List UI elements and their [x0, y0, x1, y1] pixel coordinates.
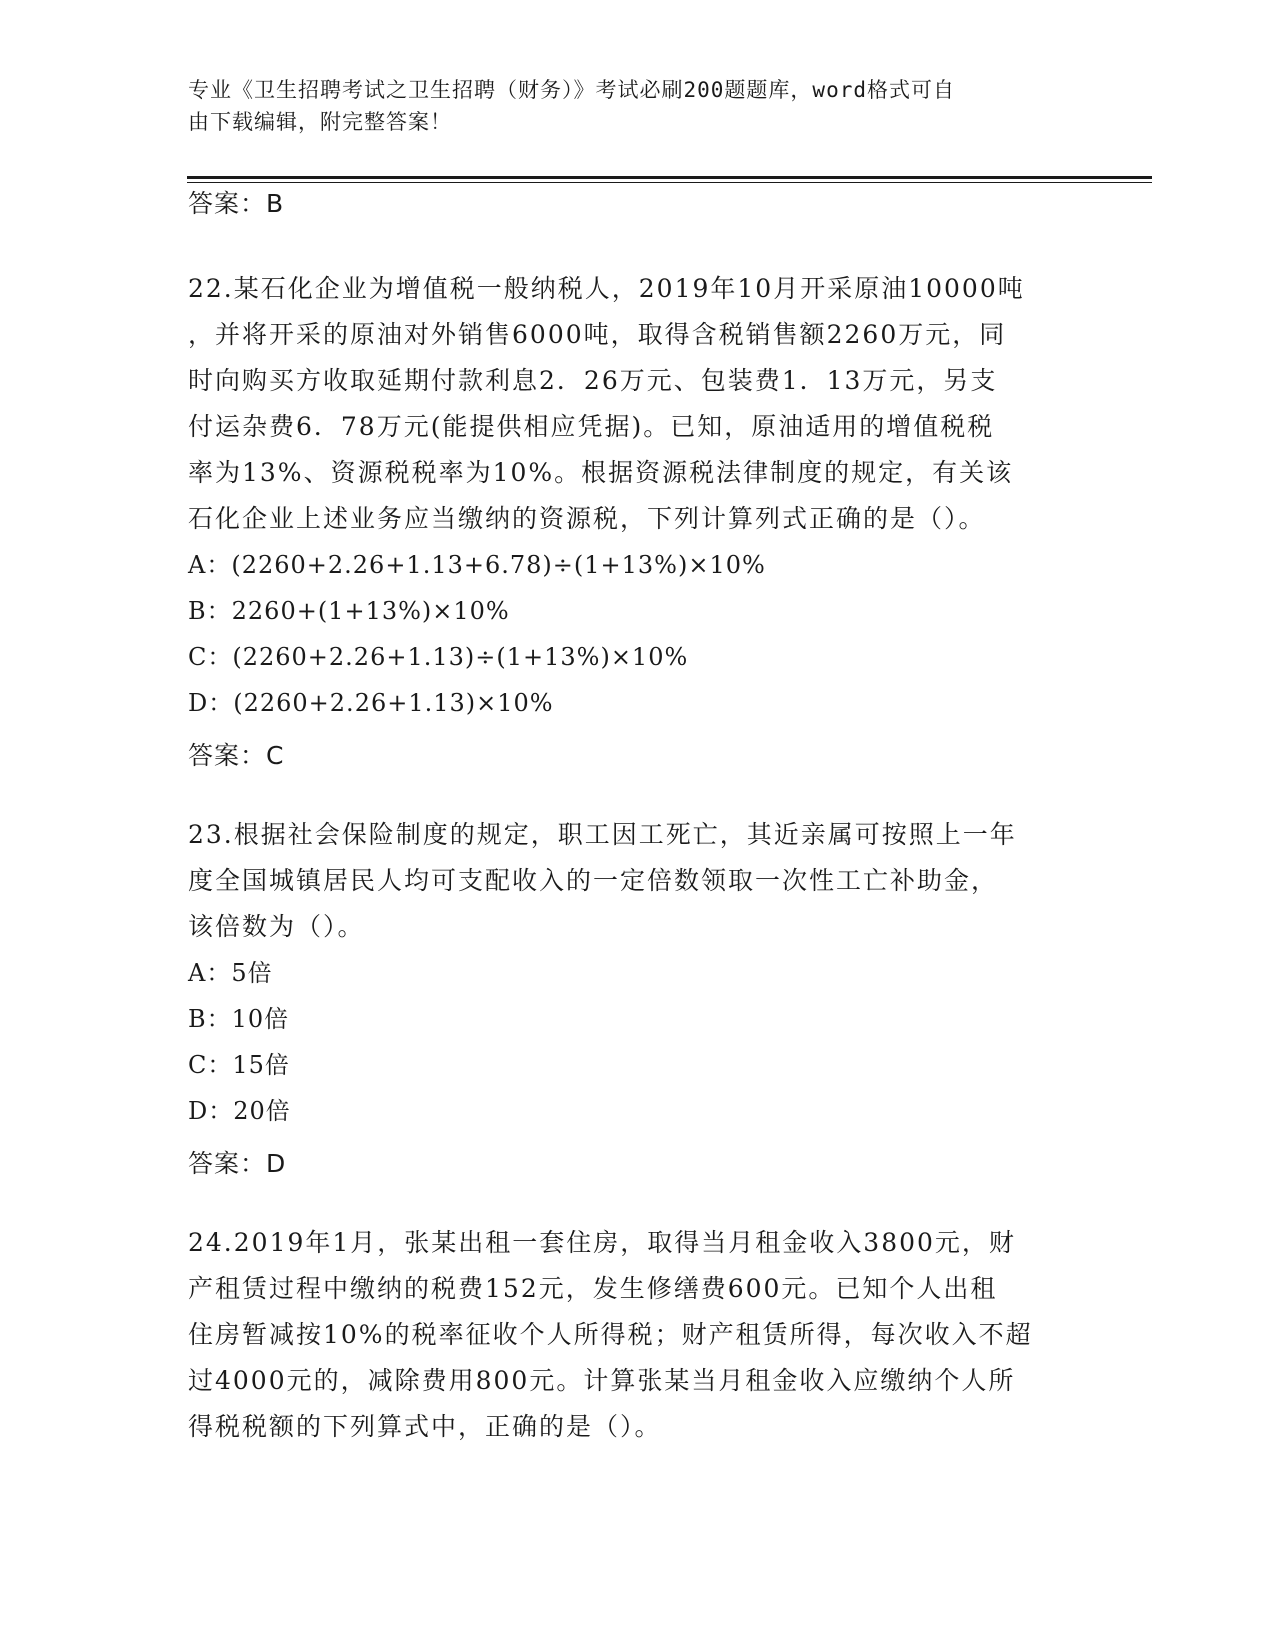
- question-24-line: 产租赁过程中缴纳的税费152元，发生修缮费600元。已知个人出租: [188, 1274, 998, 1303]
- question-22-line: 石化企业上述业务应当缴纳的资源税，下列计算列式正确的是（）。: [188, 504, 986, 533]
- question-23-options: [188, 950, 291, 1134]
- option-c: C：(2260+2.26+1.13)÷(1+13%)×10%: [188, 643, 689, 671]
- question-22-line: 22.某石化企业为增值税一般纳税人，2019年10月开采原油10000吨: [188, 274, 1025, 303]
- question-22-line: ，并将开采的原油对外销售6000吨，取得含税销售额2260万元，同: [188, 320, 1007, 349]
- question-22-options: [188, 542, 766, 726]
- question-24-line: 得税税额的下列算式中，正确的是（）。: [188, 1412, 662, 1441]
- option-a: A：5倍: [188, 959, 273, 987]
- question-23-line: 该倍数为（）。: [188, 912, 365, 941]
- question-24-line: 过4000元的，减除费用800元。计算张某当月租金收入应缴纳个人所: [188, 1366, 1016, 1395]
- question-24: [188, 1220, 1088, 1450]
- answer-23: 答案：D: [188, 1149, 287, 1178]
- question-23-line: 23.根据社会保险制度的规定，职工因工死亡，其近亲属可按照上一年: [188, 820, 1017, 849]
- option-c: C：15倍: [188, 1051, 290, 1079]
- header-rule-thick: [187, 176, 1152, 179]
- option-b: B：10倍: [188, 1005, 290, 1033]
- question-22-line: 付运杂费6．78万元(能提供相应凭据)。已知，原油适用的增值税税: [188, 412, 995, 441]
- answer-22: 答案：C: [188, 741, 285, 770]
- option-d: D：20倍: [188, 1097, 291, 1125]
- question-24-line: 24.2019年1月，张某出租一套住房，取得当月租金收入3800元，财: [188, 1228, 1016, 1257]
- option-b: B：2260+(1+13%)×10%: [188, 597, 510, 625]
- header-line-2: 由下载编辑，附完整答案！: [188, 110, 452, 134]
- question-22-line: 率为13%、资源税税率为10%。根据资源税法律制度的规定，有关该: [188, 458, 1014, 487]
- question-22-line: 时向购买方收取延期付款利息2．26万元、包装费1．13万元，另支: [188, 366, 998, 395]
- question-24-line: 住房暂减按10%的税率征收个人所得税；财产租赁所得，每次收入不超: [188, 1320, 1033, 1349]
- header-line-1: 专业《卫生招聘考试之卫生招聘（财务）》考试必刷200题题库，word格式可自: [188, 78, 955, 102]
- document-header: [188, 74, 1068, 138]
- header-rule-thin: [187, 182, 1152, 183]
- option-d: D：(2260+2.26+1.13)×10%: [188, 689, 554, 717]
- option-a: A：(2260+2.26+1.13+6.78)÷(1+13%)×10%: [188, 551, 766, 579]
- answer-previous: 答案：B: [188, 189, 285, 218]
- question-22: [188, 266, 1088, 542]
- question-23: [188, 812, 1088, 950]
- question-23-line: 度全国城镇居民人均可支配收入的一定倍数领取一次性工亡补助金，: [188, 866, 999, 895]
